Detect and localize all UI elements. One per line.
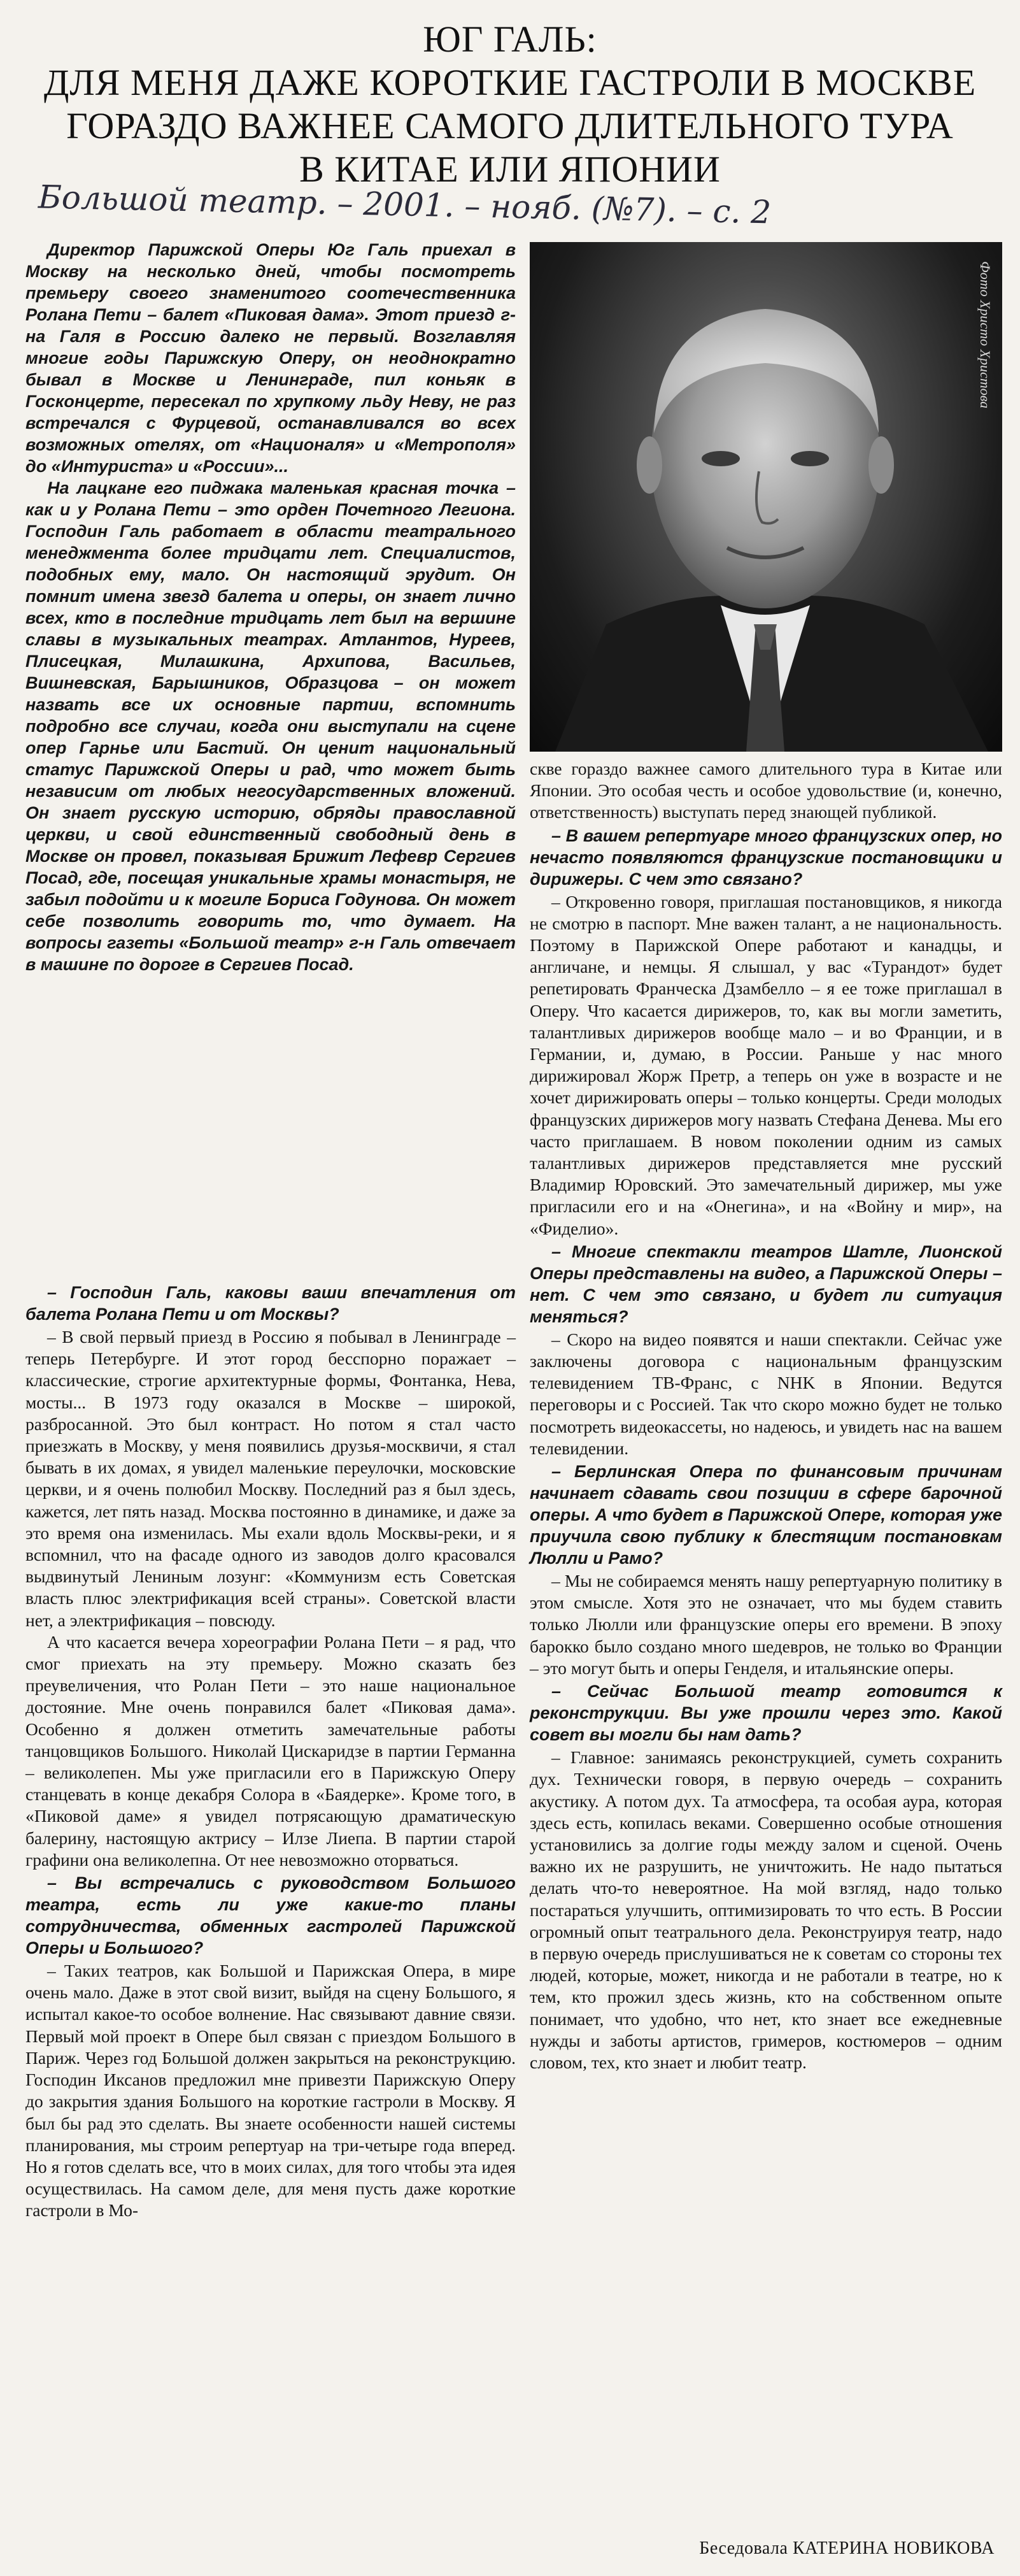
headline-line-2: ДЛЯ МЕНЯ ДАЖЕ КОРОТКИЕ ГАСТРОЛИ В МОСКВЕ <box>43 62 977 103</box>
author-signature: Беседовала КАТЕРИНА НОВИКОВА <box>699 2538 995 2558</box>
interview-question: – Господин Галь, каковы ваши впечатления от балета Ролана Пети и от Москвы? <box>25 1283 516 1324</box>
photo-credit: Фото Христо Христова <box>977 261 993 409</box>
intro-paragraph-2: На лацкане его пиджака маленькая красная точка – как и у Ролана Пети – это орден Почетного Легиона. Господин Галь работает в области театрального менеджмента более тридцати лет. Специалистов, подобных ему, мало. Он настоящий эрудит. Он помнит имена звезд балета и оперы, он знает лично всех, кто в последние тридцать лет был на вершине славы в музыкальных театрах. Атлантов, Нуреев, Плисецкая, Милашкина, Архипова, Васильев, Вишневская, Барышников, Образцова – он может назвать все их основные партии, вспомнить подробно все случаи, когда они выступали на сцене опер Гарнье или Бастий. Он ценит национальный статус Парижской Оперы и рад, что может быть независим от любых негосударственных вложений. Он знает русскую историю, обряды православной церкви, и свой единственный свободный день в Москве он провел, показывая Брижит Лефевр Сергиев Посад, где, посещая уникальные храмы монастыря, не забыл подойти и к могиле Бориса Годунова. Он может себе позволить говорить то, что думает. На вопросы газеты «Большой театр» г-н Галь отвечает в машине по дороге в Сергиев Посад. <box>25 478 516 974</box>
interview-answer: А что касается вечера хореографии Ролана Пети – я рад, что смог приехать на эту премьеру. Можно сказать без преувеличения, что Ролан Пети – это наше национальное достояние. Мне очень понравился балет «Пиковая дама». Особенно я должен отметить замечательные работы танцовщиков Большого. Николай Цискаридзе в партии Германна – великолепен. Мы уже пригласили его в Парижскую Оперу станцевать в конце декабря Солора в «Баядерке». Кроме того, в «Пиковой даме» я увидел потрясающую драматическую балерину, настоящую актрису – Илзе Лиепа. В партии старой графини она великолепна. От нее невозможно оторваться. <box>25 1631 516 1870</box>
intro-paragraph-1: Директор Парижской Оперы Юг Галь приехал в Москву на несколько дней, чтобы посмотреть премьеру своего знаменитого соотечественника Ролана Пети – балет «Пиковая дама». Этот приезд г-на Галя в Россию далеко не первый. Возглавляя многие годы Парижскую Оперу, он неоднократно бывал в Москве и Ленинграде, пил коньяк в Госконцерте, пересекал по хрупкому льду Неву, не раз встречался с Фурцевой, останавливался во всех возможных отелях, от «Националя» и «Метрополя» до «Интуриста» и «России»... <box>25 240 516 476</box>
portrait-photo <box>530 242 1002 752</box>
headline-line-4: В КИТАЕ ИЛИ ЯПОНИИ <box>299 148 721 190</box>
interview-answer-continued: скве гораздо важнее самого длительного тура в Китае или Японии. Это особая честь и особое удовольствие (и, конечно, ответственность) выступать перед знающей публикой. <box>530 759 1002 822</box>
interview-right-column <box>530 758 1002 2073</box>
interview-answer: – Главное: занимаясь реконструкцией, суметь сохранить дух. Технически говоря, в первую очередь – сохранить акустику. А потом дух. Та атмосфера, та особая аура, которая здесь есть, копилась веками. Совершенно особые отношения установились за долгие годы между залом и сценой. Очень важно их не разрушить, не уничтожить. Не надо пытаться делать что-то невероятное. На мой взгляд, надо только постараться улучшить, оптимизировать то что есть. В России огромный опыт театрального дела. Реконструируя театр, надо в первую очередь прислушиваться не к советам со стороны тех людей, которые, может, никогда и не работали в театре, но к тем, кто прожил здесь жизнь, кто на собственном опыте понимает, что удобно, что нет, кто знает все ежедневные нужды и заботы артистов, гримеров, костюмеров – одним словом, тех, кто знает и любит театр. <box>530 1747 1002 2072</box>
interview-question: – Берлинская Опера по финансовым причинам начинает сдавать свои позиции в сфере барочной оперы. А что будет в Парижской Опере, которая уже приучила свою публику к блестящим постановкам Люлли и Рамо? <box>530 1462 1003 1568</box>
interview-question: – В вашем репертуаре много французских опер, но нечасто появляются французские постановщики и дирижеры. С чем это связано? <box>530 826 1002 889</box>
handwritten-citation: Большой театр. – 2001. – нояб. (№7). – с. 2 <box>38 178 772 231</box>
interview-question: – Вы встречались с руководством Большого театра, есть ли уже какие-то планы сотрудничества, обменных гастролей Парижской Оперы и Большого? <box>25 1873 516 1958</box>
article-intro <box>25 239 516 975</box>
interview-answer: – Скоро на видео появятся и наши спектакли. Сейчас уже заключены договора с национальным французским телевидением ТВ-Франс, с NHK в Японии. Ведутся переговоры и с Россией. Так что скоро можно будет не только посмотреть видеокассеты, но надеюсь, и увидеть нас на вашем телевидении. <box>530 1329 1002 1458</box>
headline-line-1: ЮГ ГАЛЬ: <box>423 18 597 60</box>
interview-answer: – Таких театров, как Большой и Парижская Опера, в мире очень мало. Даже в этот свой визит, выйдя на сцену Большого, я испытал какое-то особое волнение. Нас связывают давние связи. Первый мой проект в Опере был связан с приездом Большого в Париж. Через год Большой должен закрыться на реконструкцию. Господин Иксанов предложил мне привезти Парижскую Оперу до закрытия здания Большого на короткие гастроли в Москву. Я был бы рад это сделать. Вы знаете особенности нашей системы планирования, мы строим репертуар на три-четыре года вперед. Но я готов сделать все, что в моих силах, для того чтобы эта идея осуществилась. На самом деле, для меня пусть даже короткие гастроли в Мо- <box>25 1961 516 2221</box>
interview-question: – Сейчас Большой театр готовится к реконструкции. Вы уже прошли через это. Какой совет вы могли бы нам дать? <box>530 1682 1002 1745</box>
interview-answer: – Откровенно говоря, приглашая постановщиков, я никогда не смотрю в паспорт. Мне важен талант, а не национальность. Поэтому в Парижской Опере работают и канадцы, и англичане, и немцы. Я слышал, у вас «Турандот» будет репетировать Франческа Дзамбелло – я ее тоже приглашал в Оперу. Что касается дирижеров, то, как вы могли заметить, талантливых дирижеров вообще мало – и во Франции, и в Германии, и, думаю, в России. Раньше у нас много дирижировал Жорж Претр, а теперь он уже в возрасте и не хочет дирижировать оперы – только концерты. Среди молодых французских дирижеров могу назвать Стефана Денева. Мы его часто приглашаем. В новом поколении одним из самых талантливых дирижеров представляется мне русский Владимир Юровский. Это замечательный дирижер, мы уже пригласили его и на «Онегина», и на «Войну и мир», на «Фиделио». <box>530 891 1002 1238</box>
interview-question: – Многие спектакли театров Шатле, Лионской Оперы представлены на видео, а Парижской Оперы – нет. С чем это связано, и будет ли ситуация меняться? <box>530 1241 1002 1326</box>
interview-answer: – Мы не собираемся менять нашу репертуарную политику в этом смысле. Хотя это не означает, что мы будем ставить только Люлли или французские оперы его времени. В эпоху барокко было создано много шедевров, не только во Франции – это могут быть и оперы Генделя, и итальянские оперы. <box>530 1571 1002 1678</box>
interview-left-column <box>25 1280 516 2222</box>
portrait-illustration <box>530 242 1002 752</box>
interview-answer: – В свой первый приезд в Россию я побывал в Ленинграде – теперь Петербурге. И этот город бесспорно поражает – классические, строгие архитектурные формы, Фонтанка, Нева, мосты... В 1973 году оказался в Москве – широкой, разбросанной. Это был контраст. Но потом я стал часто приезжать в Москву, у меня появились друзья-москвичи, я стал бывать в их домах, я увидел маленькие переулочки, московские церкви, и я очень полюбил Москву. Последний раз я был здесь, кажется, лет пять назад. Москва постоянно в динамике, и даже за это время она изменилась. Мы ехали вдоль Москвы-реки, и я вспомнил, что на фасаде одного из заводов долго красовался выдвинутый Лениным лозунг: «Коммунизм есть Советская власть плюс электрификация всей страны». Советской власти нет, а электрификация – повсюду. <box>25 1327 516 1630</box>
headline-line-3: ГОРАЗДО ВАЖНЕЕ САМОГО ДЛИТЕЛЬНОГО ТУРА <box>66 105 954 147</box>
headline <box>25 18 995 191</box>
